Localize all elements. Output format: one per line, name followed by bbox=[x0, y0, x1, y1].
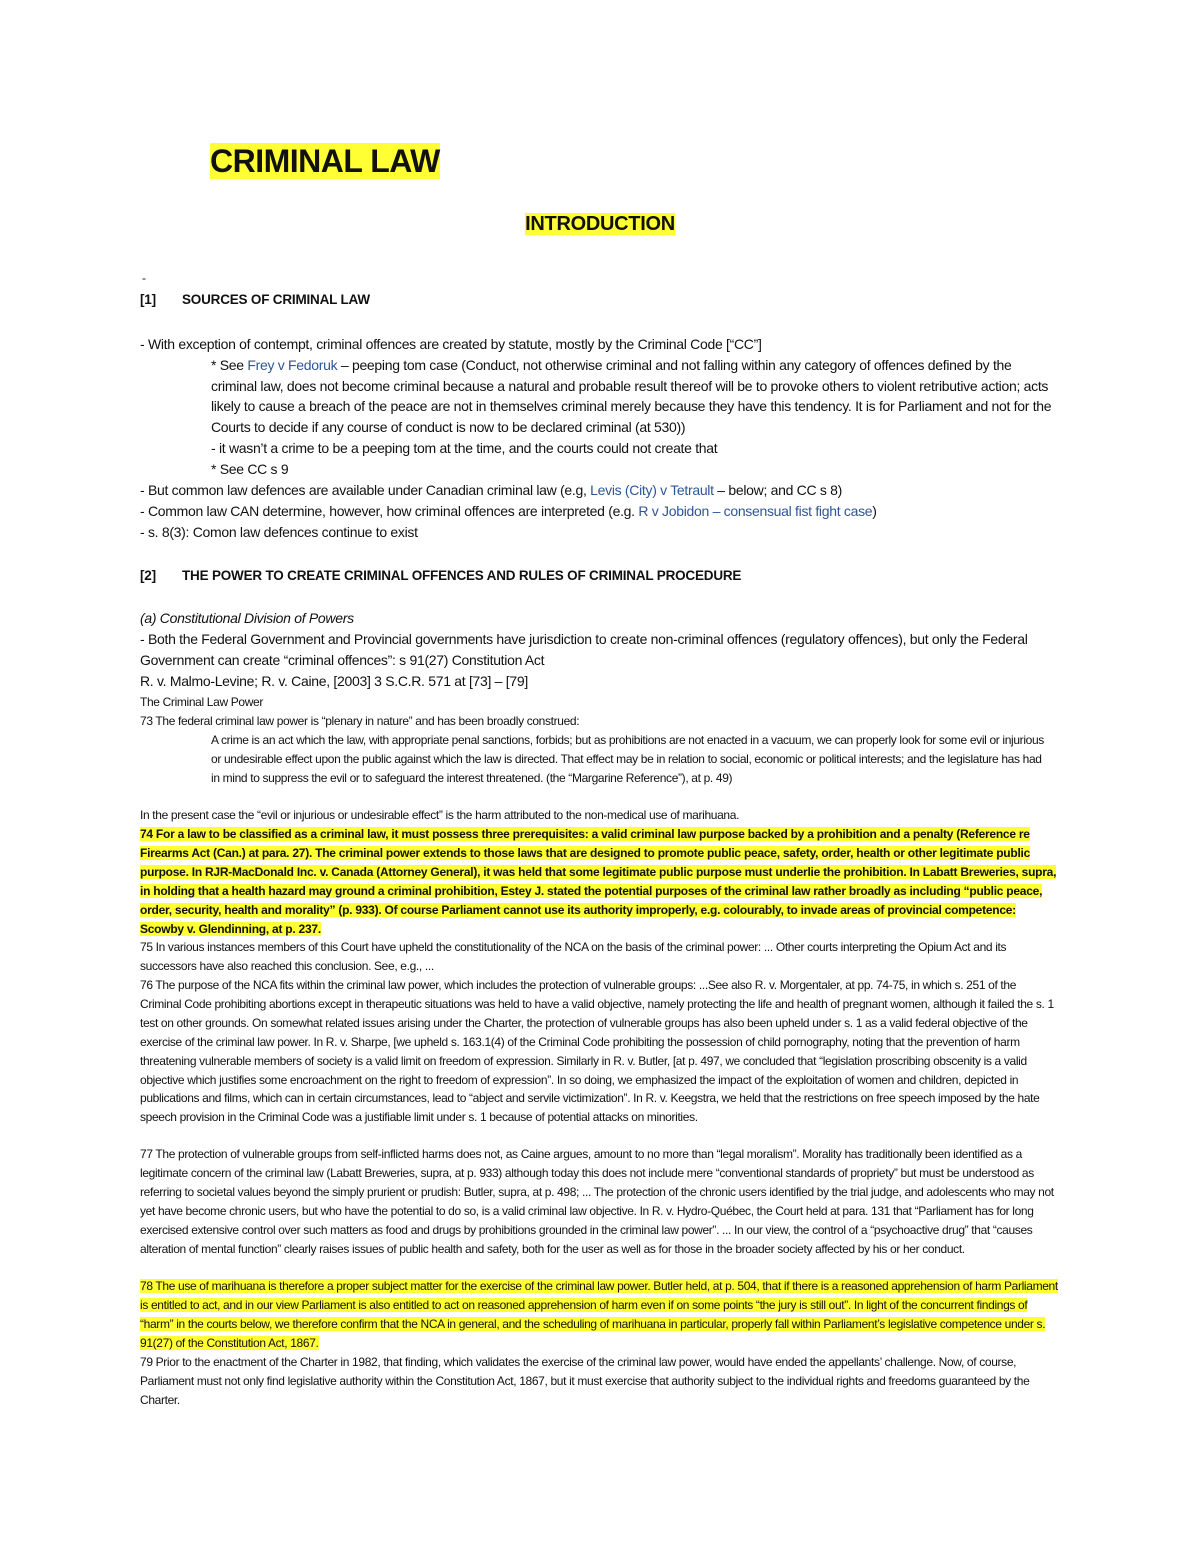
defences-note: - But common law defences are available under Canadian criminal law (e.g, Levis (City) v Tetrault – below; and CC s 8) bbox=[140, 482, 843, 498]
present-case-note: In the present case the “evil or injurious or undesirable effect” is the harm attributed to the non-medical use of marihuana. bbox=[140, 808, 740, 822]
subsection-a-heading: (a) Constitutional Division of Powers bbox=[140, 610, 354, 626]
frey-case-link[interactable]: Frey v Fedoruk bbox=[247, 357, 338, 373]
paragraph-73: 73 The federal criminal law power is “plenary in nature” and has been broadly construed: bbox=[140, 714, 580, 728]
paragraph-76: 76 The purpose of the NCA fits within the criminal law power, which includes the protection of vulnerable groups: ...See also R. v. Morgentaler, at pp. 74-75, in which s. 251 of the Criminal Code prohibiting abortions except in therapeutic situations was held to have a valid objective, namely protecting the life and health of pregnant women, although it failed the s. 1 test on other grounds. On somewhat related issues arising under the Charter, the protection of vulnerable groups has also been upheld under s. 1 as a valid federal objective of the exercise of the criminal law power. In R. v. Sharpe, [we upheld s. 163.1(4) of the Criminal Code prohibiting the possession of child pornography, noting that the prevention of harm threatening vulnerable members of society is a valid limit on freedom of expression. Similarly in R. v. Butler, [at p. 497, we concluded that “legislation proscribing obscenity is a valid objective which justifies some encroachment on the right to freedom of expression”. In so doing, we emphasized the impact of the exploitation of women and children, depicted in publications and films, which can in certain circumstances, lead to “abject and servile victimization”. In R. v. Keegstra, we held that the restrictions on free speech imposed by the hate speech provision in the Criminal Code was a justifiable limit under s. 1 because of potential attacks on minorities. bbox=[140, 978, 1054, 1125]
jobidon-case-link[interactable]: R v Jobidon – consensual fist fight case bbox=[638, 503, 873, 519]
interpret-note: - Common law CAN determine, however, how criminal offences are interpreted (e.g. R v Jobidon – consensual fist fight case) bbox=[140, 503, 877, 519]
document-title: CRIMINAL LAW bbox=[210, 143, 440, 179]
case-citation: R. v. Malmo-Levine; R. v. Caine, [2003] 3 S.C.R. 571 at [73] – [79] bbox=[140, 673, 528, 689]
paragraph-79: 79 Prior to the enactment of the Charter in 1982, that finding, which validates the exercise of the criminal law power, would have ended the appellants’ challenge. Now, of course, Parliament must not only find legislative authority within the Constitution Act, 1867, but it must exercise that authority subject to the individual rights and freedoms guaranteed by the Charter. bbox=[140, 1355, 1030, 1407]
margarine-quote: A crime is an act which the law, with appropriate penal sanctions, forbids; but as prohibitions are not enacted in a vacuum, we can properly look for some evil or injurious or undesirable effect upon the public against which the law is directed. That effect may be in relation to social, economic or political interests; and the legislature has had in mind to suppress the evil or to safeguard the interest threatened. (the “Margarine Reference”), at p. 49) bbox=[211, 733, 1044, 785]
s83-note: - s. 8(3): Comon law defences continue to exist bbox=[140, 524, 418, 540]
section-1-heading: [1] SOURCES OF CRIMINAL LAW bbox=[140, 292, 370, 307]
see-cc-note: * See CC s 9 bbox=[211, 461, 289, 477]
clp-heading: The Criminal Law Power bbox=[140, 695, 264, 709]
dash-mark: - bbox=[142, 271, 146, 285]
section-1-intro: - With exception of contempt, criminal offences are created by statute, mostly by the Criminal Code [“CC”] bbox=[140, 336, 762, 352]
peeping-note: - it wasn’t a crime to be a peeping tom at the time, and the courts could not create that bbox=[211, 440, 718, 456]
jurisdiction-note: - Both the Federal Government and Provincial governments have jurisdiction to create non-criminal offences (regulatory offences), but only the Federal Government can create “criminal offences”: s 91(27) Constitution Act bbox=[140, 631, 1028, 668]
document-subtitle: INTRODUCTION bbox=[525, 213, 675, 235]
paragraph-74: 74 For a law to be classified as a criminal law, it must possess three prerequisites: a valid criminal law purpose backed by a prohibition and a penalty (Reference re Firearms Act (Can.) at para. 27). The criminal power extends to those laws that are designed to promote public peace, safety, order, health or other legitimate public purpose. In RJR-MacDonald Inc. v. Canada (Attorney General), it was held that some legitimate public purpose must underlie the prohibition. In Labatt Breweries, supra, in holding that a health hazard may ground a criminal prohibition, Estey J. stated the potential purposes of the criminal law rather broadly as including “public peace, order, security, health and morality” (p. 933). Of course Parliament cannot use its authority improperly, e.g. colourably, to invade areas of provincial competence: Scowby v. Glendinning, at p. 237. bbox=[140, 827, 1057, 936]
paragraph-77: 77 The protection of vulnerable groups from self-inflicted harms does not, as Caine argues, amount to no more than “legal moralism”. Morality has traditionally been identified as a legitimate concern of the criminal law (Labatt Breweries, supra, at p. 933) although today this does not include mere “conventional standards of propriety” but must be understood as referring to societal values beyond the simply prurient or prudish: Butler, supra, at p. 498; ... The protection of the chronic users identified by the trial judge, and adolescents who may not yet have become chronic users, but who have the potential to do so, is a valid criminal law objective. In R. v. Hydro-Québec, the Court held at para. 131 that “Parliament has for long exercised extensive control over such matters as food and drugs by prohibitions grounded in the criminal law power”. ... In our view, the control of a “psychoactive drug” that “causes alteration of mental function” clearly raises issues of public health and safety, both for the user as well as for those in the broader society affected by his or her conduct. bbox=[140, 1147, 1054, 1256]
section-2-heading: [2] THE POWER TO CREATE CRIMINAL OFFENCES AND RULES OF CRIMINAL PROCEDURE bbox=[140, 568, 742, 583]
levis-case-link[interactable]: Levis (City) v Tetrault bbox=[590, 482, 714, 498]
paragraph-78: 78 The use of marihuana is therefore a proper subject matter for the exercise of the criminal law power. Butler held, at p. 504, that if there is a reasoned apprehension of harm Parliament is entitled to act, and in our view Parliament is also entitled to act on reasoned apprehension of harm even if on some points “the jury is still out”. In light of the concurrent findings of “harm” in the courts below, we therefore confirm that the NCA in general, and the scheduling of marihuana in particular, properly fall within Parliament’s legislative competence under s. 91(27) of the Constitution Act, 1867. bbox=[140, 1279, 1058, 1350]
frey-case-note: * See Frey v Fedoruk – peeping tom case (Conduct, not otherwise criminal and not falling within any category of offences defined by the criminal law, does not become criminal because a natural and probable result thereof will be to provoke others to violent retributive action; acts likely to cause a breach of the peace are not in themselves criminal merely because they have this tendency. It is for Parliament and not for the Courts to decide if any course of conduct is now to be declared criminal (at 530)) bbox=[211, 357, 1052, 436]
paragraph-75: 75 In various instances members of this Court have upheld the constitutionality of the NCA on the basis of the criminal power: ... Other courts interpreting the Opium Act and its successors have also reached this conclusion. See, e.g., ... bbox=[140, 940, 1007, 973]
